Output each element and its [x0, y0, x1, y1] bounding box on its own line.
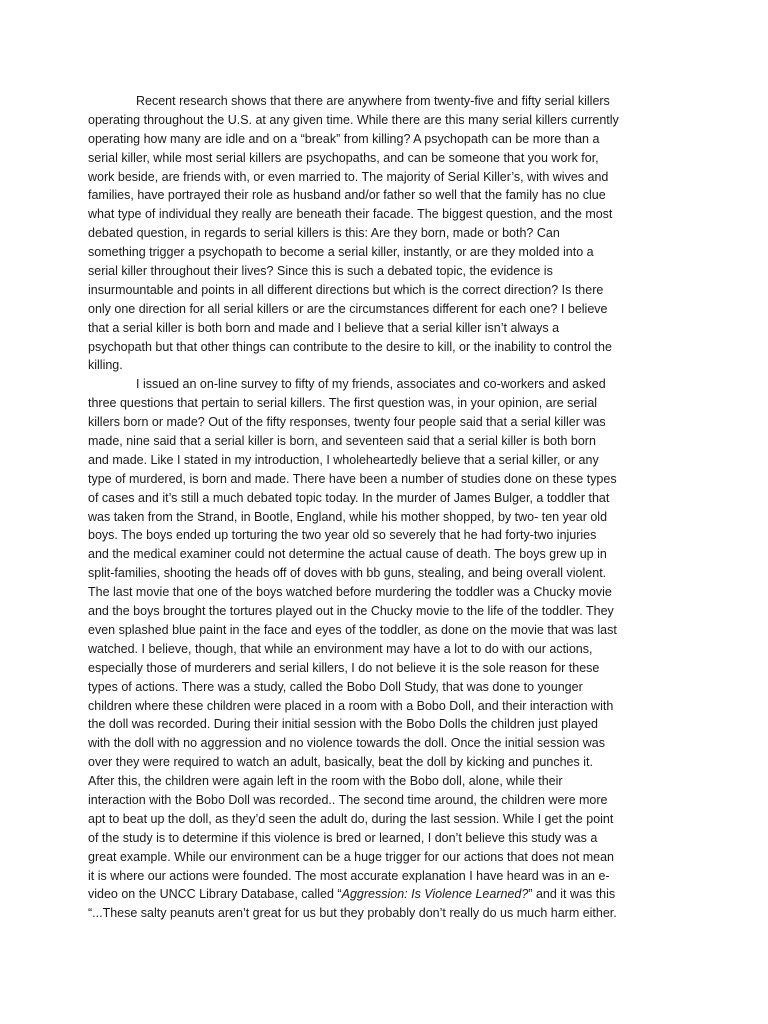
text-line: I issued an on-line survey to fifty of my friends, associates and co-workers and asked	[136, 377, 606, 392]
line-text-end: ” and it was this	[528, 887, 616, 902]
text-line: three questions that pertain to serial killers. The first question was, in your opinion, are serial	[88, 396, 598, 411]
video-title: Aggression: Is Violence Learned?	[341, 887, 529, 902]
text-line: it is where our actions were founded. The most accurate explanation I have heard was in an e-	[88, 868, 610, 883]
text-line: killers born or made? Out of the fifty responses, twenty four people said that a serial killer was	[88, 415, 606, 430]
text-line: debated question, in regards to serial killers is this: Are they born, made or both? Can	[88, 226, 560, 241]
text-line: watched. I believe, though, that while an environment may have a lot to do with our actions,	[88, 641, 593, 656]
text-line: was taken from the Strand, in Bootle, England, while his mother shopped, by two- ten year old	[88, 509, 608, 524]
text-line: and made. Like I stated in my introduction, I wholeheartedly believe that a serial killer, or any	[88, 452, 599, 467]
text-line: made, nine said that a serial killer is born, and seventeen said that a serial killer is both born	[88, 434, 596, 449]
text-line: type of murdered, is born and made. There have been a number of studies done on these types	[88, 471, 617, 486]
text-line: and the medical examiner could not determine the actual cause of death. The boys grew up in	[88, 547, 607, 562]
text-line: children where these children were placed in a room with a Bobo Doll, and their interaction with	[88, 698, 614, 713]
text-line: of the study is to determine if this violence is bred or learned, I don’t believe this study was a	[88, 830, 598, 845]
text-line: that a serial killer is both born and made and I believe that a serial killer isn’t always a	[88, 320, 560, 335]
text-line: apt to beat up the doll, as they’d seen the adult do, during the last session. While I get the point	[88, 811, 614, 826]
text-line: operating throughout the U.S. at any given time. While there are this many serial killers currently	[88, 112, 619, 127]
text-line: split-families, shooting the heads off of doves with bb guns, stealing, and being overall violent.	[88, 566, 607, 581]
text-line: something trigger a psychopath to become a serial killer, instantly, or are they molded into a	[88, 245, 594, 260]
essay-body	[88, 92, 680, 923]
text-line: types of actions. There was a study, called the Bobo Doll Study, that was done to younger	[88, 679, 583, 694]
text-line: insurmountable and points in all different directions but which is the correct direction? Is there	[88, 282, 604, 297]
text-line: families, have portrayed their role as husband and/or father so well that the family has no clue	[88, 188, 606, 203]
text-line: The last movie that one of the boys watched before murdering the toddler was a Chucky movie	[88, 585, 612, 600]
text-line: psychopath but that other things can contribute to the desire to kill, or the inability to control the	[88, 339, 612, 354]
text-line: what type of individual they really are beneath their facade. The biggest question, and the most	[88, 207, 613, 222]
text-line: only one direction for all serial killers or are the circumstances different for each one? I believe	[88, 301, 608, 316]
text-line: with the doll with no aggression and no violence towards the doll. Once the initial session was	[88, 736, 605, 751]
text-line: After this, the children were again left in the room with the Bobo doll, alone, while their	[88, 774, 563, 789]
text-line: Recent research shows that there are anywhere from twenty-five and fifty serial killers	[136, 94, 610, 108]
text-line: over they were required to watch an adult, basically, beat the doll by kicking and punches it.	[88, 755, 593, 770]
text-line: interaction with the Bobo Doll was recorded.. The second time around, the children were more	[88, 792, 608, 807]
text-line	[88, 885, 680, 904]
text-line: especially those of murderers and serial killers, I do not believe it is the sole reason for these	[88, 660, 600, 675]
text-line: work beside, are friends with, or even married to. The majority of Serial Killer’s, with wives and	[88, 169, 609, 184]
text-line: killing.	[88, 358, 123, 373]
text-line: the doll was recorded. During their initial session with the Bobo Dolls the children just played	[88, 717, 598, 732]
text-line: “...These salty peanuts aren’t great for us but they probably don’t really do us much harm either.	[88, 906, 617, 921]
line-text-start: video on the UNCC Library Database, called “	[88, 887, 342, 902]
text-line: serial killer throughout their lives? Since this is such a debated topic, the evidence is	[88, 264, 553, 279]
text-line: and the boys brought the tortures played out in the Chucky movie to the life of the toddler. They	[88, 604, 614, 619]
text-line: boys. The boys ended up torturing the two year old so severely that he had forty-two injuries	[88, 528, 597, 543]
text-line: serial killer, while most serial killers are psychopaths, and can be someone that you work for,	[88, 150, 599, 165]
text-line: great example. While our environment can be a huge trigger for our actions that does not mean	[88, 849, 614, 864]
text-line: even splashed blue paint in the face and eyes of the toddler, as done on the movie that was last	[88, 622, 617, 637]
text-line: of cases and it’s still a much debated topic today. In the murder of James Bulger, a toddler that	[88, 490, 610, 505]
text-line: operating how many are idle and on a “break” from killing? A psychopath can be more than a	[88, 131, 600, 146]
